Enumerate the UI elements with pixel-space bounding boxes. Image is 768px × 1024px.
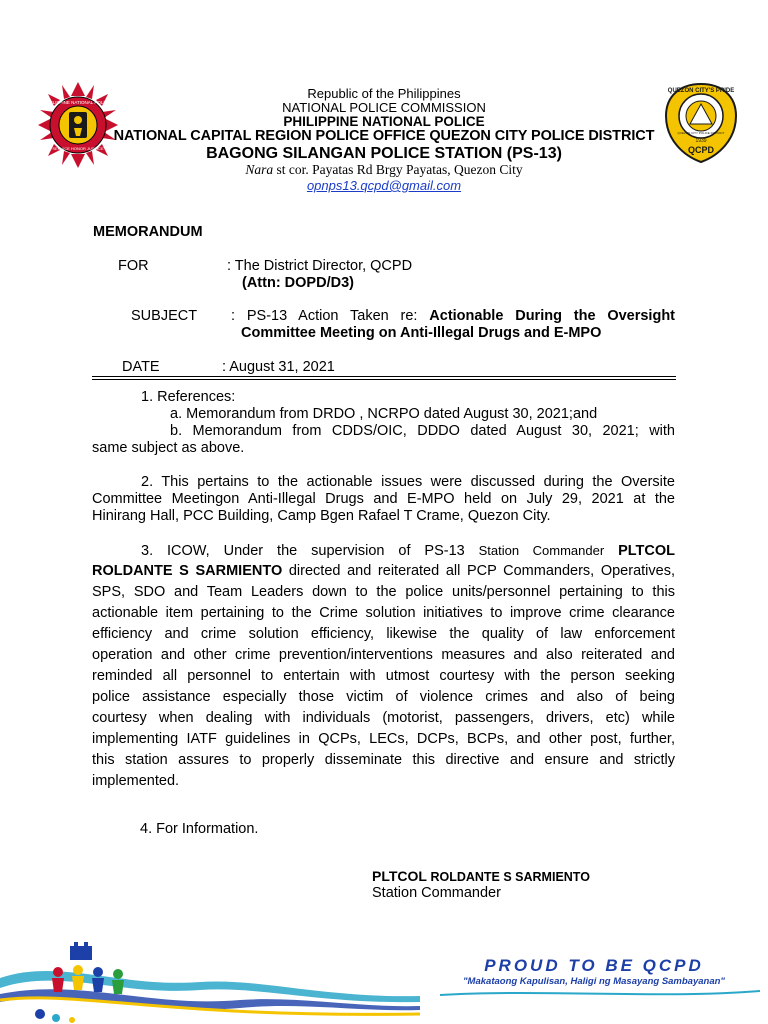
divider-rule — [92, 379, 676, 380]
paragraph-3-line: operation and other crime prevention/interventions measures and also reiterated and — [92, 647, 675, 663]
footer-dots-icon — [35, 1009, 75, 1023]
for-value: : The District Director, QCPD — [227, 258, 413, 274]
signatory-title: Station Commander — [372, 885, 501, 901]
paragraph-3-line: this station assures to properly disseminate this directive and ensure and strictly — [92, 752, 675, 768]
seal-ring-text: QUEZON CITY'S PRIDE — [667, 88, 735, 94]
paragraph-3-line: actionable item pertaining to the Crime solution initiatives to improve crime clearance — [92, 605, 675, 621]
header-station: BAGONG SILANGAN POLICE STATION (PS-13) — [206, 145, 562, 162]
p3-rank: PLTCOL — [618, 543, 676, 559]
paragraph-2-line: Hinirang Hall, PCC Building, Camp Bgen Rafael T Crame, Quezon City. — [92, 508, 551, 524]
paragraph-3-line — [141, 540, 675, 562]
seal-year: 1939 — [695, 138, 707, 144]
divider-rule — [92, 376, 676, 377]
address-rest: st cor. Payatas Rd Brgy Payatas, Quezon City — [273, 162, 523, 177]
header-address — [100, 162, 668, 178]
reference-b: b. Memorandum from CDDS/OIC, DDDO dated August 30, 2021; with — [170, 423, 675, 439]
paragraph-3-line — [92, 561, 675, 582]
paragraph-2-line: 2. This pertains to the actionable issues were discussed during the Oversite — [141, 474, 675, 490]
header-republic: Republic of the Philippines — [307, 86, 461, 101]
p3-name: ROLDANTE S SARMIENTO — [92, 563, 283, 579]
paragraph-3-line: courtesy when dealing with individuals (motorist, passengers, drivers, etc) while — [92, 710, 675, 726]
header-napolcom: NATIONAL POLICE COMMISSION — [282, 100, 486, 115]
subject-line-1 — [231, 308, 675, 324]
seal-ring-text: PHILIPPINE NATIONAL POLICE — [45, 100, 111, 105]
reference-b-cont: same subject as above. — [92, 440, 245, 456]
signatory-name — [372, 868, 590, 884]
footer-city-logo-icon — [70, 942, 92, 960]
seal-ring-text: SERVICE HONOR JUSTICE — [52, 146, 104, 151]
address-street: Nara — [245, 162, 274, 177]
subject-label: SUBJECT — [131, 308, 198, 324]
paragraph-3-line: efficiency and crime solution efficiency, likewise the quality of law enforcement — [92, 626, 675, 642]
p3-station-commander: Station Commander — [478, 543, 605, 558]
for-label: FOR — [118, 258, 149, 274]
paragraph-3-line: reminded all personnel to entertain with utmost courtesy with the person seeking — [92, 668, 675, 684]
header-pnp: PHILIPPINE NATIONAL POLICE — [283, 114, 485, 129]
attn-value: (Attn: DOPD/D3) — [242, 275, 354, 291]
subject-line-2: Committee Meeting on Anti-Illegal Drugs and E-MPO — [241, 325, 602, 341]
seal-label: QCPD — [687, 145, 715, 155]
subject-bold-1: Actionable During the Oversight — [429, 308, 676, 324]
reference-a: a. Memorandum from DRDO , NCRPO dated August 30, 2021;and — [170, 406, 598, 422]
seal-inner-text: QUEZON CITY POLICE DISTRICT — [677, 131, 725, 135]
footer-left-banner — [0, 938, 420, 1024]
signatory-rank: PLTCOL — [372, 868, 427, 884]
date-value: : August 31, 2021 — [222, 359, 335, 375]
p3-rest: directed and reiterated all PCP Commanders, Operatives, — [282, 563, 675, 579]
paragraph-3-line: police assistance especially those victim of violence crimes and also of being — [92, 689, 675, 705]
date-label: DATE — [122, 359, 160, 375]
header-email-link[interactable]: opnps13.qcpd@gmail.com — [306, 178, 462, 193]
p3-prefix: 3. ICOW, Under the supervision of PS-13 — [141, 543, 479, 559]
paragraph-3-line: implementing IATF guidelines in QCPs, LECs, DCPs, BCPs, and other post, further, — [92, 731, 675, 747]
references-heading: 1. References: — [141, 389, 236, 405]
memo-title: MEMORANDUM — [93, 224, 203, 240]
paragraph-3-line: SPS, SDO and Team Leaders down to the police units/personnel pertaining to this — [92, 584, 675, 600]
paragraph-2-line: Committee Meetingon Anti-Illegal Drugs and E-MPO held on July 29, 2021 at the — [92, 491, 675, 507]
footer-swoosh-icon — [440, 987, 760, 1001]
footer-slogan: PROUD TO BE QCPD — [484, 956, 704, 975]
subject-prefix: : PS-13 Action Taken re: — [231, 308, 430, 324]
signatory-fullname: ROLDANTE S SARMIENTO — [426, 870, 590, 884]
footer-tagline: "Makataong Kapulisan, Haligi ng Masayang Sambayanan" — [463, 976, 725, 987]
header-ncrpo-qcpd: NATIONAL CAPITAL REGION POLICE OFFICE QUEZON CITY POLICE DISTRICT — [113, 128, 655, 144]
qcpd-seal-logo — [664, 82, 738, 164]
paragraph-4: 4. For Information. — [140, 821, 259, 837]
paragraph-3-line: implemented. — [92, 773, 180, 789]
